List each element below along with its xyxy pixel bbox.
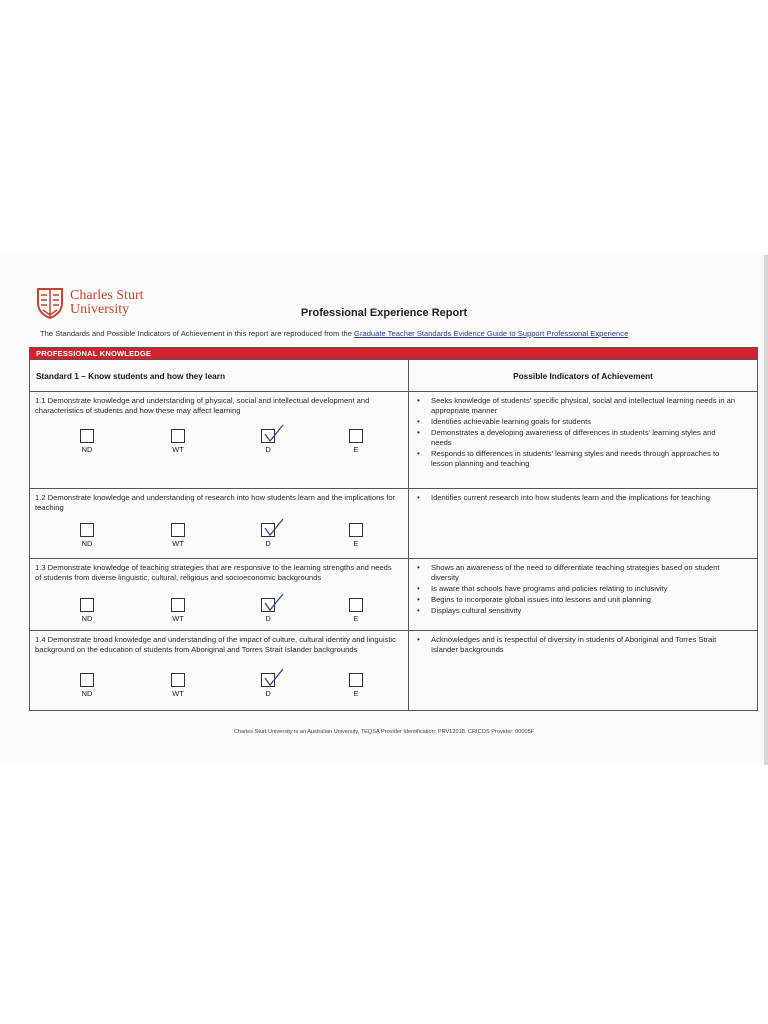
rating-option-wt xyxy=(158,523,198,548)
rating-checkbox-e[interactable] xyxy=(349,523,363,537)
rating-group xyxy=(30,489,409,558)
indicator-item: • Is aware that schools have programs and policies relating to inclusivity xyxy=(417,584,737,594)
rating-checkbox-e[interactable] xyxy=(349,598,363,612)
intro-sentence: The Standards and Possible Indicators of Achievement in this report are reproduced from the xyxy=(40,329,355,338)
scan-edge xyxy=(764,255,768,765)
indicator-item: • Demonstrates a developing awareness of differences in students' learning styles and needs xyxy=(417,428,737,448)
rating-label: D xyxy=(265,539,271,548)
standard-heading: Standard 1 – Know students and how they learn xyxy=(30,360,409,391)
rating-option-wt xyxy=(158,598,198,623)
table-row xyxy=(30,630,757,710)
rating-option-d xyxy=(248,673,288,698)
rating-label: ND xyxy=(81,539,93,548)
indicator-item: • Shows an awareness of the need to differentiate teaching strategies based on student diversity xyxy=(417,563,737,583)
rating-option-e xyxy=(336,523,376,548)
rating-label: ND xyxy=(81,445,93,454)
rating-option-e xyxy=(336,429,376,454)
table-header-row xyxy=(30,359,757,391)
rating-checkbox-wt[interactable] xyxy=(171,429,185,443)
standard-cell xyxy=(30,489,409,558)
indicator-item: • Identifies achievable learning goals for students xyxy=(417,417,737,427)
rating-checkbox-d[interactable] xyxy=(261,598,275,612)
indicator-item: • Acknowledges and is respectful of diversity in students of Aboriginal and Torres Strait Islander backgrounds xyxy=(417,635,737,655)
standard-cell xyxy=(30,631,409,710)
indicator-list xyxy=(417,493,737,504)
rating-checkbox-nd[interactable] xyxy=(80,598,94,612)
rating-option-wt xyxy=(158,673,198,698)
evidence-guide-link[interactable]: Graduate Teacher Standards Evidence Guide to Support Professional Experience xyxy=(354,329,629,338)
rating-option-nd xyxy=(67,598,107,623)
rating-label: WT xyxy=(172,614,184,623)
rating-label: ND xyxy=(81,614,93,623)
indicator-item: • Begins to incorporate global issues into lessons and unit planning xyxy=(417,595,737,605)
standard-cell xyxy=(30,392,409,488)
indicators-cell xyxy=(409,489,757,558)
section-header: PROFESSIONAL KNOWLEDGE xyxy=(30,348,757,359)
indicator-item: • Responds to differences in students' learning styles and needs through approaches to lesson planning and teaching xyxy=(417,449,737,469)
document-title: Professional Experience Report xyxy=(300,307,468,319)
table-row xyxy=(30,488,757,558)
rating-option-wt xyxy=(158,429,198,454)
indicators-heading: Possible Indicators of Achievement xyxy=(513,370,653,381)
standard-text: 1.3 Demonstrate knowledge of teaching strategies that are responsive to the learning strengths and needs of students from diverse linguistic, cultural, religious and socioeconomic backgrounds xyxy=(35,563,392,582)
rating-checkbox-d[interactable] xyxy=(261,673,275,687)
rating-checkbox-nd[interactable] xyxy=(80,523,94,537)
rating-label: E xyxy=(353,445,359,454)
rating-checkbox-nd[interactable] xyxy=(80,673,94,687)
checkmark-icon xyxy=(263,518,285,538)
rating-group xyxy=(30,559,409,630)
footer-text: Charles Sturt University is an Australian University, TEQSA Provider Identification: PRV12018. CRICOS Provider: 00005F xyxy=(233,729,535,735)
indicators-cell xyxy=(409,392,757,488)
rating-option-e xyxy=(336,598,376,623)
checkmark-icon xyxy=(263,424,285,444)
rating-label: E xyxy=(353,539,359,548)
standard-cell xyxy=(30,559,409,630)
standard-text: 1.2 Demonstrate knowledge and understanding of research into how students learn and the implications for teaching xyxy=(35,493,396,512)
rating-label: D xyxy=(265,445,271,454)
rating-checkbox-e[interactable] xyxy=(349,429,363,443)
standard-text: 1.4 Demonstrate broad knowledge and understanding of the impact of culture, cultural identity and linguistic background on the education of students from Aboriginal and Torres Strait Islander backgrounds xyxy=(35,635,396,654)
rating-option-d xyxy=(248,523,288,548)
indicator-item: • Displays cultural sensitivity xyxy=(417,606,737,616)
rating-label: ND xyxy=(81,689,93,698)
rating-checkbox-e[interactable] xyxy=(349,673,363,687)
rating-option-d xyxy=(248,598,288,623)
logo-line-1: Charles Sturt xyxy=(70,288,144,303)
rating-group xyxy=(30,392,409,488)
table-row xyxy=(30,391,757,488)
standards-table xyxy=(29,347,758,711)
standard-text: 1.1 Demonstrate knowledge and understanding of physical, social and intellectual development and characteristics of students and how these may affect learning xyxy=(35,396,370,415)
table-row xyxy=(30,558,757,630)
rating-option-nd xyxy=(67,523,107,548)
rating-checkbox-wt[interactable] xyxy=(171,523,185,537)
rating-checkbox-wt[interactable] xyxy=(171,598,185,612)
rating-option-nd xyxy=(67,673,107,698)
indicators-cell xyxy=(409,631,757,710)
rating-label: D xyxy=(265,614,271,623)
rating-option-nd xyxy=(67,429,107,454)
rating-checkbox-nd[interactable] xyxy=(80,429,94,443)
logo-line-2: University xyxy=(70,302,130,317)
rating-group xyxy=(30,631,409,710)
checkmark-icon xyxy=(263,593,285,613)
indicator-list xyxy=(417,635,737,656)
rating-label: E xyxy=(353,689,359,698)
rating-checkbox-d[interactable] xyxy=(261,429,275,443)
intro-text xyxy=(40,329,628,338)
rating-label: E xyxy=(353,614,359,623)
rating-checkbox-wt[interactable] xyxy=(171,673,185,687)
rating-label: D xyxy=(265,689,271,698)
rating-option-e xyxy=(336,673,376,698)
indicator-list xyxy=(417,563,737,617)
checkmark-icon xyxy=(263,668,285,688)
indicator-list xyxy=(417,396,737,470)
indicator-item: • Identifies current research into how students learn and the implications for teaching xyxy=(417,493,737,503)
rating-option-d xyxy=(248,429,288,454)
indicator-item: • Seeks knowledge of students' specific physical, social and intellectual learning needs in an appropriate manner xyxy=(417,396,737,416)
rating-label: WT xyxy=(172,539,184,548)
rating-label: WT xyxy=(172,445,184,454)
rating-label: WT xyxy=(172,689,184,698)
indicators-cell xyxy=(409,559,757,630)
rating-checkbox-d[interactable] xyxy=(261,523,275,537)
